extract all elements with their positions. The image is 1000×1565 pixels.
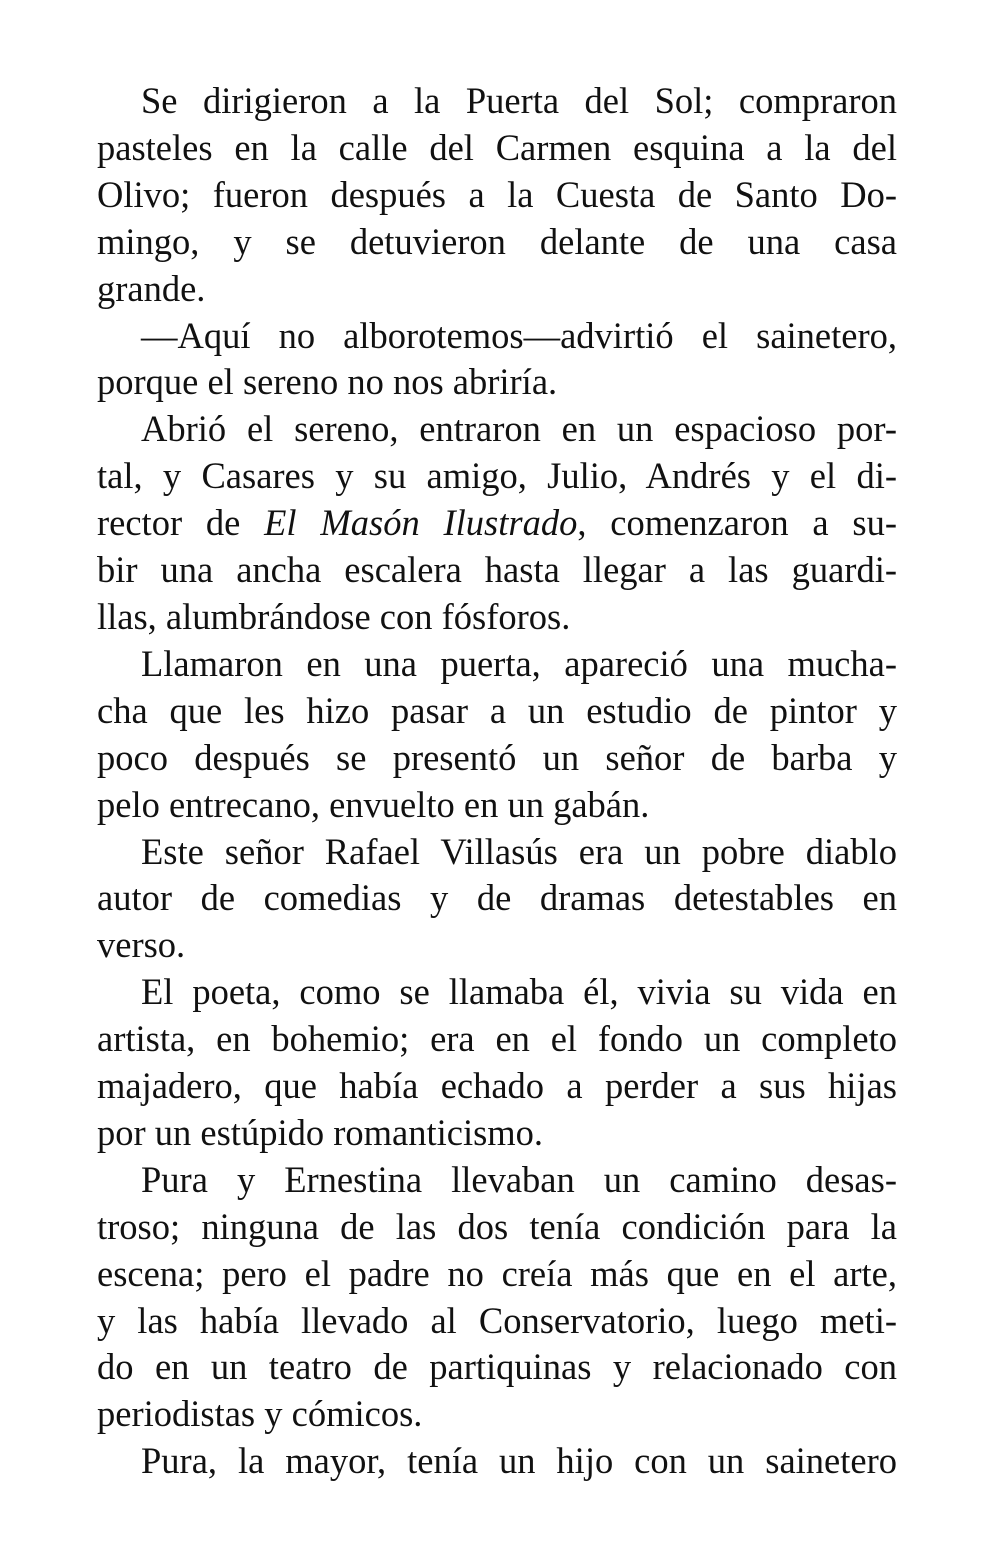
text-line: pelo entrecano, envuelto en un gabán. <box>97 783 650 825</box>
text-line: bir una ancha escalera hasta llegar a las guardi- <box>97 549 897 591</box>
paragraph-3 <box>97 406 897 641</box>
text-line: grande. <box>97 267 206 309</box>
text-line: escena; pero el padre no creía más que en el arte, <box>97 1252 897 1294</box>
text-line: Llamaron en una puerta, apareció una mucha- <box>141 642 897 684</box>
text-line: mingo, y se detuvieron delante de una casa <box>97 220 897 262</box>
text-line: troso; ninguna de las dos tenía condición para la <box>97 1205 897 1247</box>
text-line: Olivo; fueron después a la Cuesta de Santo Do- <box>97 173 897 215</box>
page-text <box>97 78 897 1485</box>
text-line: Abrió el sereno, entraron en un espacioso por- <box>141 408 897 450</box>
text-line: Este señor Rafael Villasús era un pobre diablo <box>141 830 897 872</box>
paragraph-2 <box>97 313 897 407</box>
text-line: poco después se presentó un señor de barba y <box>97 736 897 778</box>
text-line: pasteles en la calle del Carmen esquina a la del <box>97 126 897 168</box>
text-line: llas, alumbrándose con fósforos. <box>97 595 571 637</box>
text-line: periodistas y cómicos. <box>97 1393 423 1435</box>
paragraph-6 <box>97 969 897 1157</box>
paragraph-8 <box>97 1438 897 1485</box>
text-line-with-title <box>97 500 897 547</box>
publication-title: El Masón Ilustrado <box>264 502 578 544</box>
text-line: majadero, que había echado a perder a sus hijas <box>97 1065 897 1107</box>
text-line: y las había llevado al Conservatorio, luego meti- <box>97 1299 897 1341</box>
text-line: Pura, la mayor, tenía un hijo con un sainetero <box>141 1440 897 1482</box>
text-line: —Aquí no alborotemos—advirtió el sainetero, <box>141 314 897 356</box>
text-fragment: , comenzaron a su- <box>577 502 897 544</box>
paragraph-5 <box>97 829 897 970</box>
text-line: Pura y Ernestina llevaban un camino desas- <box>141 1158 897 1200</box>
text-line: cha que les hizo pasar a un estudio de pintor y <box>97 689 897 731</box>
text-line: por un estúpido romanticismo. <box>97 1111 544 1153</box>
text-line: tal, y Casares y su amigo, Julio, Andrés y el di- <box>97 455 897 497</box>
text-line: verso. <box>97 924 186 966</box>
text-line: artista, en bohemio; era en el fondo un completo <box>97 1018 897 1060</box>
paragraph-4 <box>97 641 897 829</box>
text-line: autor de comedias y de dramas detestables en <box>97 877 897 919</box>
paragraph-1 <box>97 78 897 313</box>
text-line: El poeta, como se llamaba él, vivia su vida en <box>141 971 897 1013</box>
paragraph-7 <box>97 1157 897 1438</box>
text-line: Se dirigieron a la Puerta del Sol; compraron <box>141 80 897 121</box>
text-fragment: rector de <box>97 502 265 544</box>
text-line: porque el sereno no nos abriría. <box>97 361 558 403</box>
text-line: do en un teatro de partiquinas y relacionado con <box>97 1346 897 1388</box>
